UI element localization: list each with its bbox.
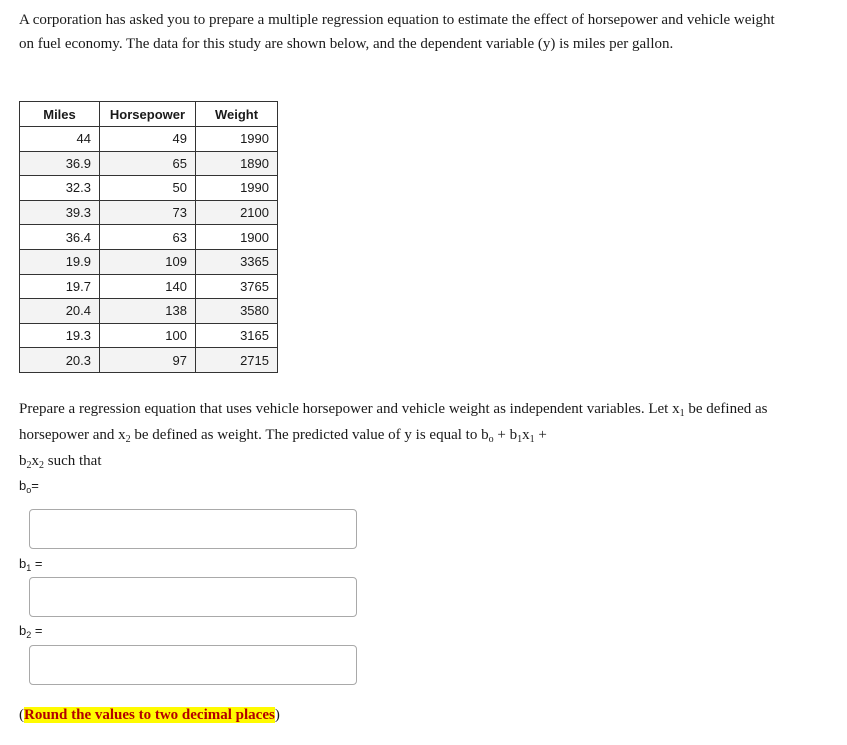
rounding-note-highlight: Round the values to two decimal places <box>24 707 275 723</box>
cell-miles: 44 <box>20 127 100 152</box>
cell-miles: 36.9 <box>20 151 100 176</box>
cell-weight: 3365 <box>196 249 278 274</box>
cell-weight: 3165 <box>196 323 278 348</box>
table-row <box>20 249 278 274</box>
cell-weight: 2100 <box>196 200 278 225</box>
coef-b1-sub: 1 <box>517 434 523 445</box>
cell-weight: 3765 <box>196 274 278 299</box>
cell-horsepower: 138 <box>100 299 196 324</box>
prompt-text-1: Prepare a regression equation that uses vehicle horsepower and vehicle weight as independent variables. Let <box>19 401 673 417</box>
coef-b0: b <box>481 427 489 443</box>
cell-miles: 39.3 <box>20 200 100 225</box>
cell-weight: 1990 <box>196 176 278 201</box>
prompt-text-3: be defined as weight. The predicted value of y is equal to <box>130 427 482 443</box>
term-x1-sub: 1 <box>529 434 535 445</box>
cell-miles: 36.4 <box>20 225 100 250</box>
cell-weight: 3580 <box>196 299 278 324</box>
cell-horsepower: 50 <box>100 176 196 201</box>
header-weight: Weight <box>196 102 278 127</box>
coef-b2: b <box>19 453 27 469</box>
cell-miles: 19.7 <box>20 274 100 299</box>
term-x2-sub: 2 <box>39 460 44 471</box>
b1-label: $b_1$ = <box>19 556 43 573</box>
prompt-text-4: such that <box>44 453 102 469</box>
table-row <box>20 274 278 299</box>
b2-label: $b_2$ = <box>19 623 43 640</box>
var-x1-sub: 1 <box>679 408 685 419</box>
table-row <box>20 151 278 176</box>
cell-horsepower: 100 <box>100 323 196 348</box>
cell-horsepower: 63 <box>100 225 196 250</box>
var-x2-sub: 2 <box>125 434 131 445</box>
regression-prompt <box>19 396 779 474</box>
cell-miles: 20.3 <box>20 348 100 373</box>
plus-sign: + <box>534 427 547 443</box>
b0-label: $b_o=$ <box>19 478 39 495</box>
intro-paragraph: A corporation has asked you to prepare a multiple regression equation to estimate the effect of horsepower and vehicle weight on fuel economy. The data for this study are shown below, and the dependent variable (y) is miles per gallon. <box>19 12 775 52</box>
coef-b2-sub: 2 <box>26 460 32 471</box>
table-header-row <box>20 102 278 127</box>
table-row <box>20 127 278 152</box>
coef-b1: b <box>509 427 518 443</box>
cell-weight: 1900 <box>196 225 278 250</box>
var-x2: x <box>118 427 126 443</box>
cell-weight: 1890 <box>196 151 278 176</box>
table-row <box>20 176 278 201</box>
cell-miles: 32.3 <box>20 176 100 201</box>
header-horsepower: Horsepower <box>100 102 196 127</box>
var-x1: x <box>672 401 680 417</box>
coef-b0-sub: o <box>488 434 494 445</box>
b2-input[interactable] <box>29 645 357 685</box>
cell-miles: 20.4 <box>20 299 100 324</box>
cell-horsepower: 65 <box>100 151 196 176</box>
cell-horsepower: 49 <box>100 127 196 152</box>
cell-miles: 19.3 <box>20 323 100 348</box>
b1-input[interactable] <box>29 577 357 617</box>
table-row <box>20 200 278 225</box>
cell-horsepower: 97 <box>100 348 196 373</box>
prompt-text-2: be defined as horsepower and <box>19 401 768 443</box>
data-table <box>19 101 278 373</box>
cell-miles: 19.9 <box>20 249 100 274</box>
term-x1: x <box>522 427 530 443</box>
cell-weight: 1990 <box>196 127 278 152</box>
rounding-note: (Round the values to two decimal places) <box>19 707 280 723</box>
cell-horsepower: 109 <box>100 249 196 274</box>
table-row <box>20 348 278 373</box>
cell-horsepower: 73 <box>100 200 196 225</box>
plus-sign: + <box>493 427 510 443</box>
table-row <box>20 323 278 348</box>
header-miles: Miles <box>20 102 100 127</box>
b0-input[interactable] <box>29 509 357 549</box>
cell-weight: 2715 <box>196 348 278 373</box>
term-x2: x <box>31 453 39 469</box>
cell-horsepower: 140 <box>100 274 196 299</box>
table-row <box>20 299 278 324</box>
table-row <box>20 225 278 250</box>
